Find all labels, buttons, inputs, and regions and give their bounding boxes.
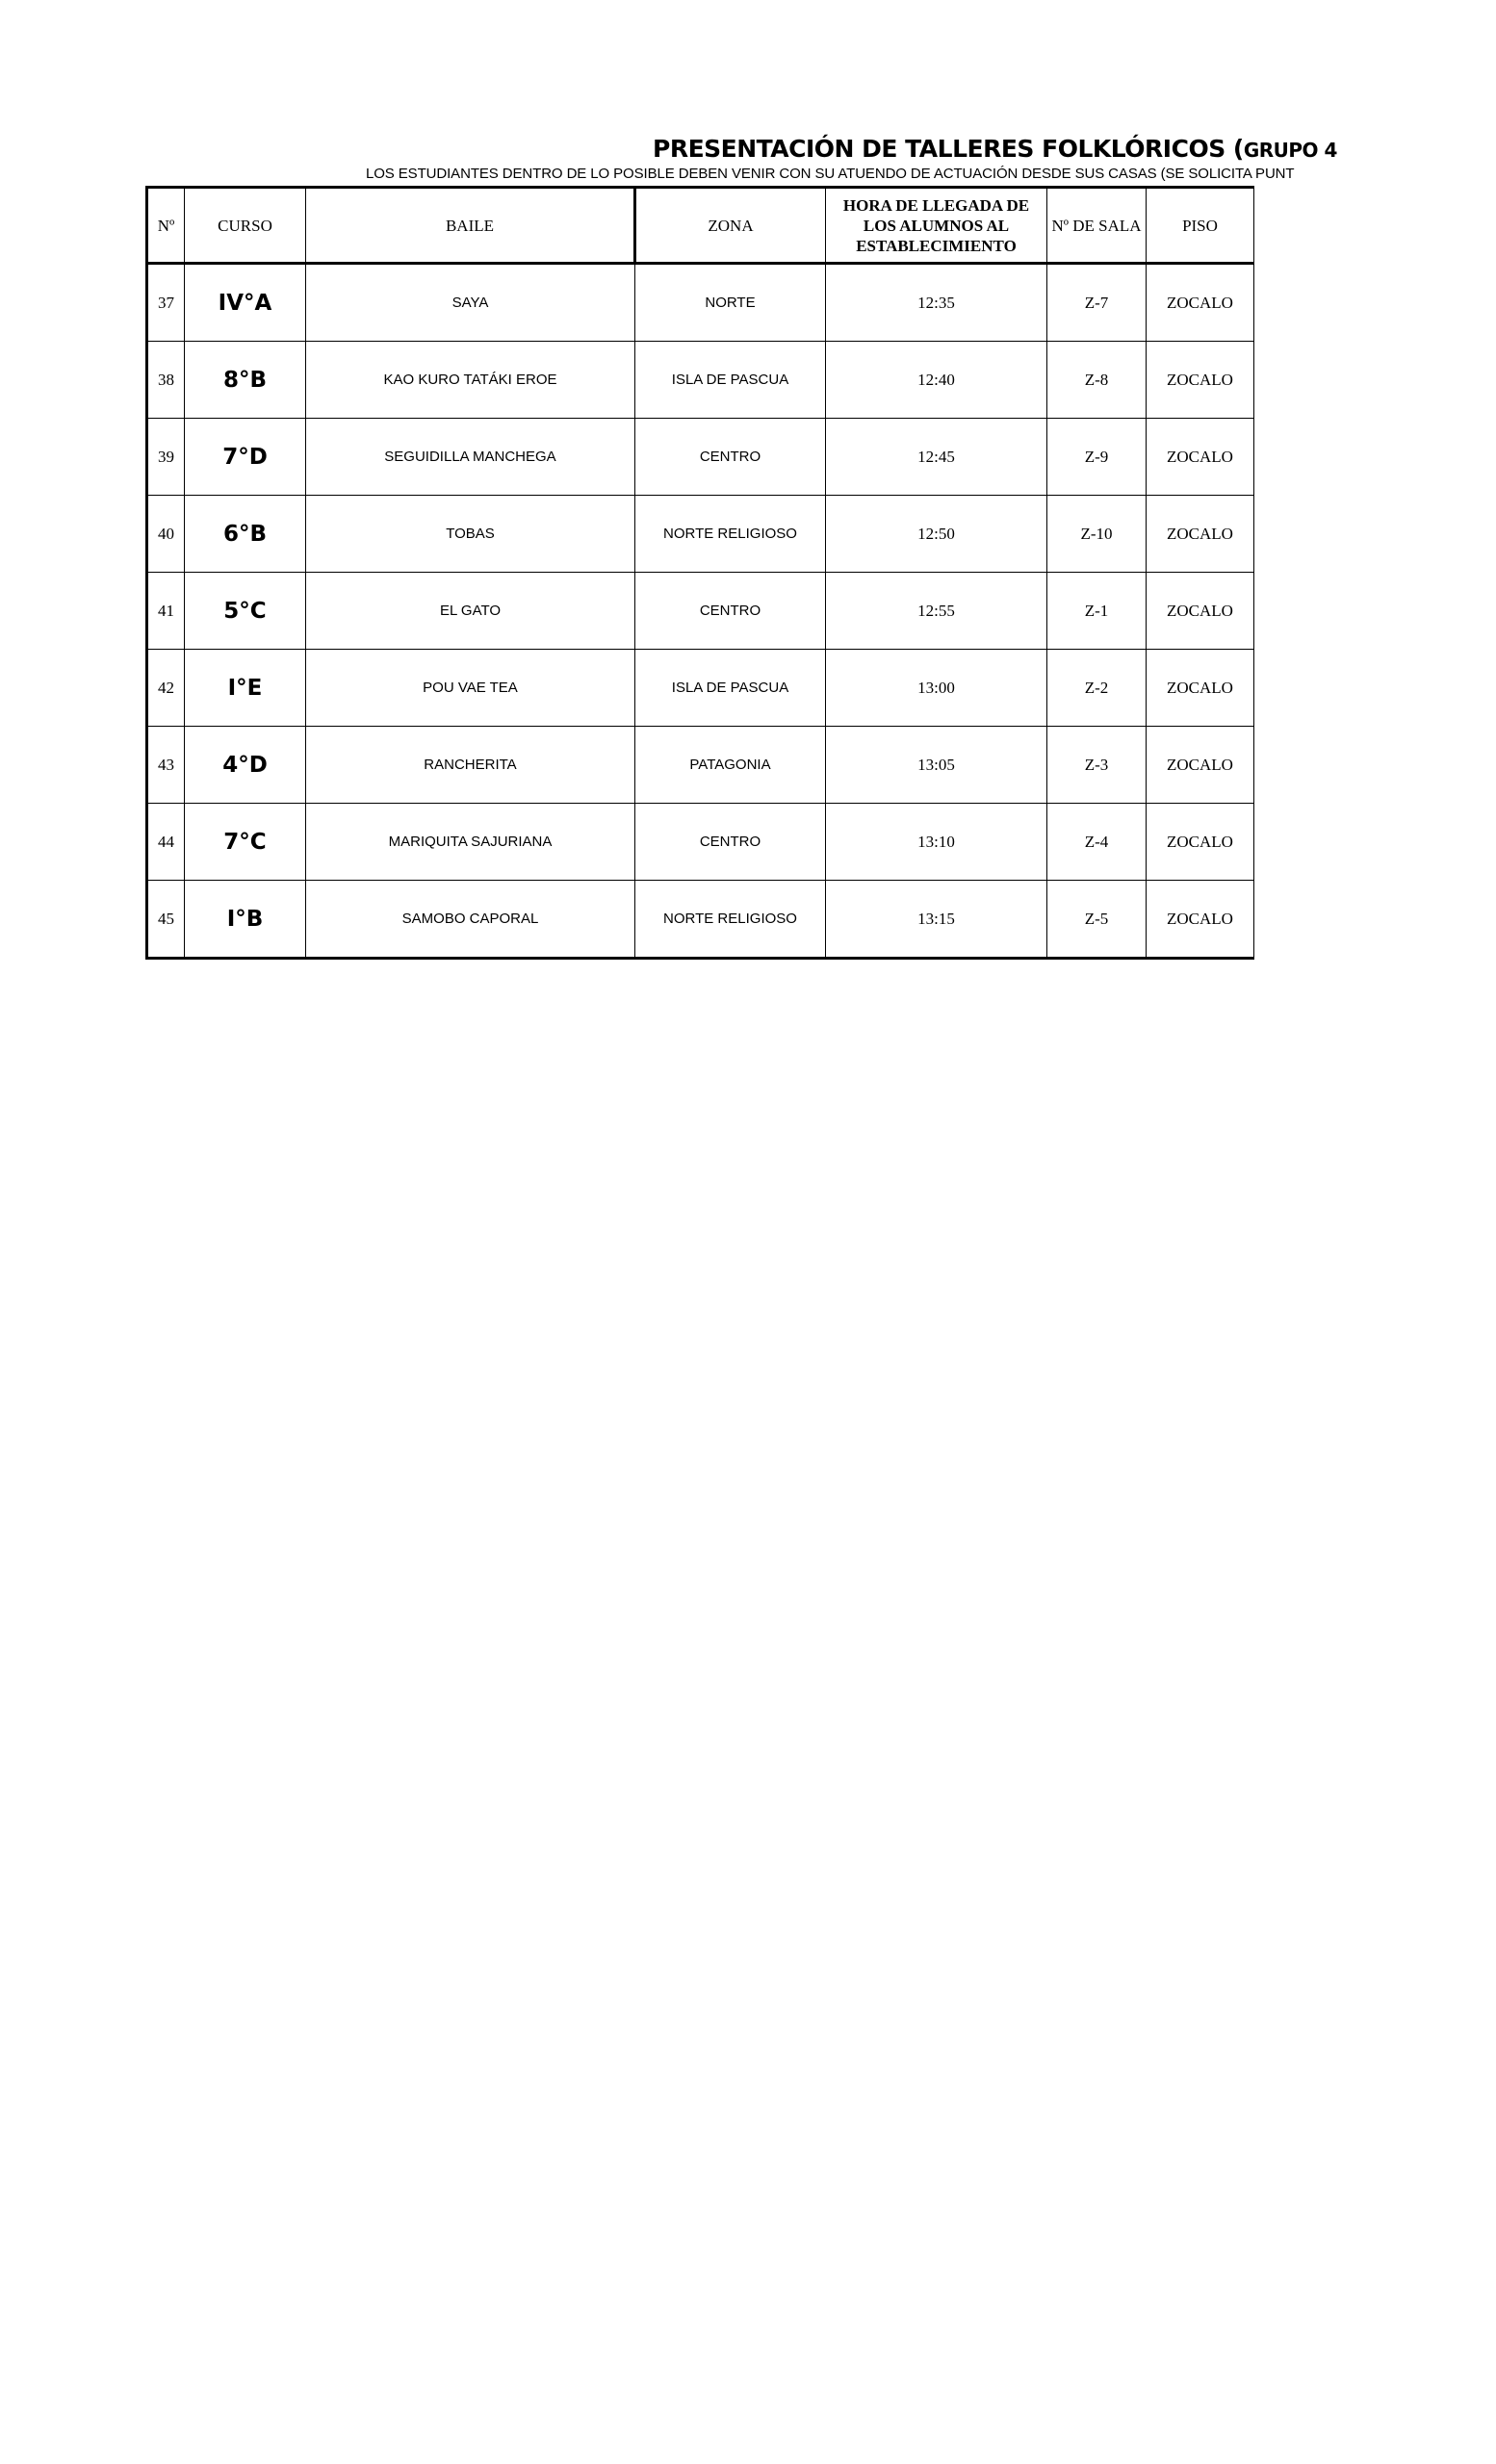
table-row xyxy=(147,727,1254,804)
col-header-curso: CURSO xyxy=(185,188,306,264)
col-header-baile: BAILE xyxy=(306,188,635,264)
cell-piso: ZOCALO xyxy=(1147,496,1254,573)
cell-curso: 8°B xyxy=(185,342,306,419)
table-row xyxy=(147,881,1254,959)
cell-num: 41 xyxy=(147,573,185,650)
cell-piso: ZOCALO xyxy=(1147,419,1254,496)
cell-curso: 5°C xyxy=(185,573,306,650)
cell-zona: ISLA DE PASCUA xyxy=(635,650,826,727)
cell-piso: ZOCALO xyxy=(1147,650,1254,727)
table-row xyxy=(147,419,1254,496)
cell-hora: 13:00 xyxy=(826,650,1047,727)
cell-hora: 13:05 xyxy=(826,727,1047,804)
col-header-zona: ZONA xyxy=(635,188,826,264)
table-row xyxy=(147,573,1254,650)
cell-num: 38 xyxy=(147,342,185,419)
cell-num: 45 xyxy=(147,881,185,959)
cell-num: 44 xyxy=(147,804,185,881)
cell-zona: CENTRO xyxy=(635,804,826,881)
cell-num: 40 xyxy=(147,496,185,573)
cell-sala: Z-10 xyxy=(1047,496,1147,573)
col-header-sala: Nº DE SALA xyxy=(1047,188,1147,264)
table-row xyxy=(147,264,1254,342)
cell-hora: 12:35 xyxy=(826,264,1047,342)
col-header-piso: PISO xyxy=(1147,188,1254,264)
cell-sala: Z-1 xyxy=(1047,573,1147,650)
cell-baile: SAYA xyxy=(306,264,635,342)
cell-sala: Z-7 xyxy=(1047,264,1147,342)
header-row xyxy=(147,188,1254,264)
cell-sala: Z-8 xyxy=(1047,342,1147,419)
cell-baile: MARIQUITA SAJURIANA xyxy=(306,804,635,881)
cell-num: 37 xyxy=(147,264,185,342)
cell-hora: 13:10 xyxy=(826,804,1047,881)
print-area xyxy=(144,125,1337,962)
cell-zona: NORTE xyxy=(635,264,826,342)
cell-curso: I°E xyxy=(185,650,306,727)
cell-sala: Z-2 xyxy=(1047,650,1147,727)
cell-num: 42 xyxy=(147,650,185,727)
cell-curso: 6°B xyxy=(185,496,306,573)
title-main: PRESENTACIÓN DE TALLERES FOLKLÓRICOS ( xyxy=(653,135,1244,163)
cell-curso: 7°D xyxy=(185,419,306,496)
col-header-hora: HORA DE LLEGADA DE LOS ALUMNOS AL ESTABLECIMIENTO xyxy=(826,188,1047,264)
cell-zona: ISLA DE PASCUA xyxy=(635,342,826,419)
cell-piso: ZOCALO xyxy=(1147,573,1254,650)
cell-num: 43 xyxy=(147,727,185,804)
cell-sala: Z-5 xyxy=(1047,881,1147,959)
cell-baile: SEGUIDILLA MANCHEGA xyxy=(306,419,635,496)
table-row xyxy=(147,650,1254,727)
cell-curso: 7°C xyxy=(185,804,306,881)
cell-piso: ZOCALO xyxy=(1147,727,1254,804)
table-row xyxy=(147,342,1254,419)
title-group: GRUPO 4 xyxy=(1243,139,1337,162)
cell-piso: ZOCALO xyxy=(1147,804,1254,881)
cell-piso: ZOCALO xyxy=(1147,881,1254,959)
schedule-table xyxy=(145,186,1254,960)
cell-baile: SAMOBO CAPORAL xyxy=(306,881,635,959)
col-header-num: Nº xyxy=(147,188,185,264)
cell-baile: KAO KURO TATÁKI EROE xyxy=(306,342,635,419)
cell-zona: CENTRO xyxy=(635,419,826,496)
cell-num: 39 xyxy=(147,419,185,496)
cell-curso: IV°A xyxy=(185,264,306,342)
table-row xyxy=(147,804,1254,881)
cell-zona: NORTE RELIGIOSO xyxy=(635,496,826,573)
cell-zona: CENTRO xyxy=(635,573,826,650)
cell-zona: NORTE RELIGIOSO xyxy=(635,881,826,959)
cell-sala: Z-9 xyxy=(1047,419,1147,496)
cell-baile: RANCHERITA xyxy=(306,727,635,804)
cell-curso: I°B xyxy=(185,881,306,959)
cell-sala: Z-4 xyxy=(1047,804,1147,881)
cell-baile: POU VAE TEA xyxy=(306,650,635,727)
table-row xyxy=(147,496,1254,573)
cell-hora: 13:15 xyxy=(826,881,1047,959)
cell-piso: ZOCALO xyxy=(1147,342,1254,419)
cell-piso: ZOCALO xyxy=(1147,264,1254,342)
cell-zona: PATAGONIA xyxy=(635,727,826,804)
cell-baile: TOBAS xyxy=(306,496,635,573)
page-subtitle: LOS ESTUDIANTES DENTRO DE LO POSIBLE DEBEN VENIR CON SU ATUENDO DE ACTUACIÓN DESDE SUS CASAS (SE SOLICITA PUNT xyxy=(366,166,1295,182)
page-title xyxy=(653,135,1337,163)
cell-curso: 4°D xyxy=(185,727,306,804)
cell-baile: EL GATO xyxy=(306,573,635,650)
cell-sala: Z-3 xyxy=(1047,727,1147,804)
cell-hora: 12:45 xyxy=(826,419,1047,496)
cell-hora: 12:50 xyxy=(826,496,1047,573)
cell-hora: 12:55 xyxy=(826,573,1047,650)
cell-hora: 12:40 xyxy=(826,342,1047,419)
